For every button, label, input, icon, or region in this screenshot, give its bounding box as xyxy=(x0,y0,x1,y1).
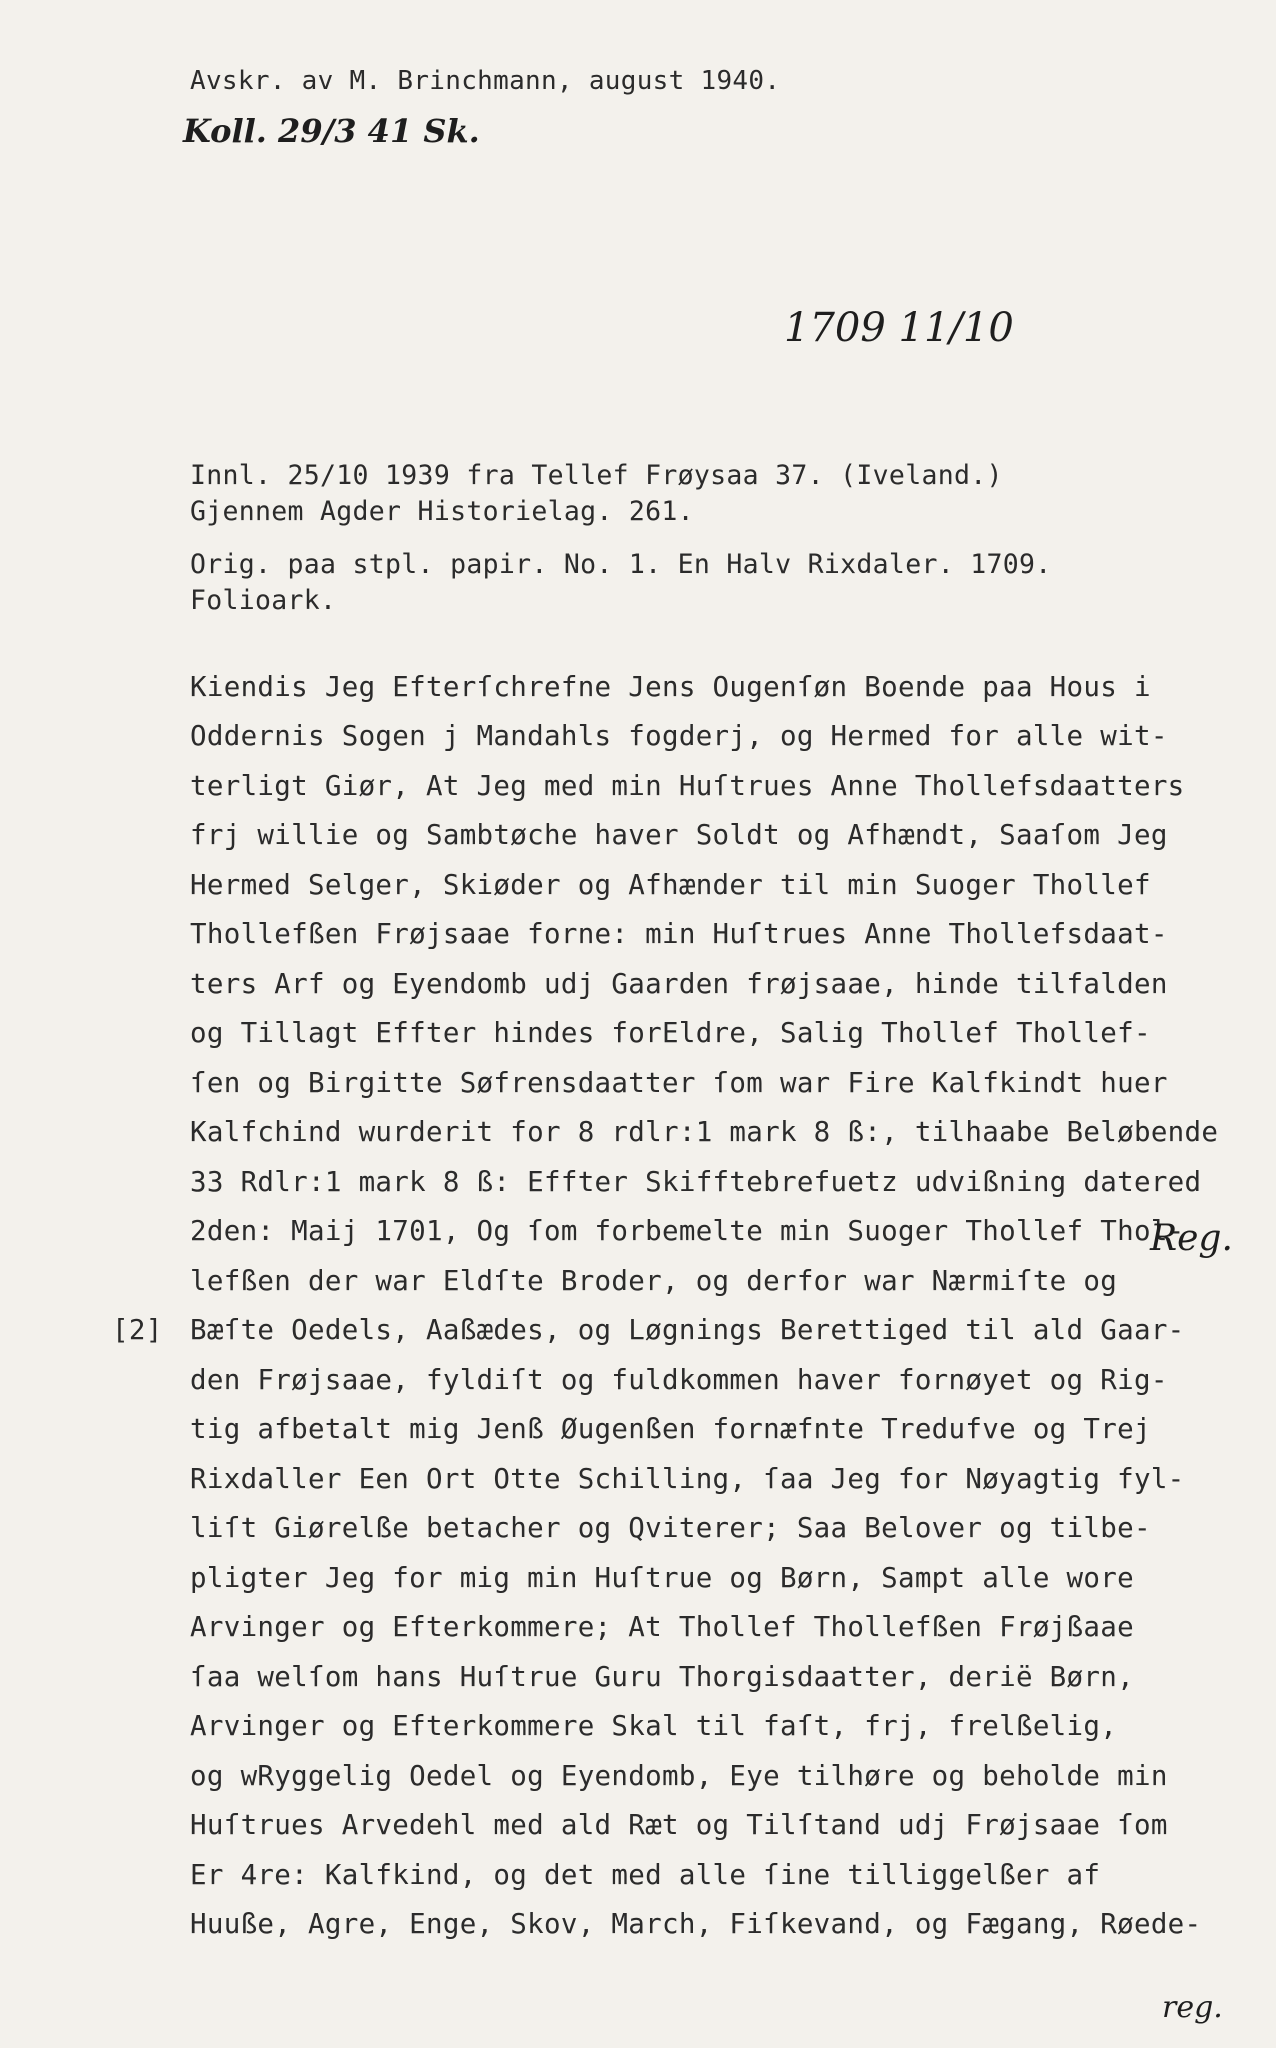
body-line-12: 2den: Maij 1701, Og ſom forbemelte min Suoger Thollef Thol- xyxy=(190,1215,1185,1247)
body-line-8: og Tillagt Effter hindes forEldre, Salig Thollef Thollef- xyxy=(190,1017,1151,1049)
body-line-26: Huuße, Agre, Enge, Skov, March, Fiſkevand, og Fægang, Røede- xyxy=(190,1908,1202,1940)
body-line-2: Oddernis Sogen j Mandahls fogderj, og Hermed for alle wit- xyxy=(190,720,1168,752)
meta-line-2: Gjennem Agder Historielag. 261. xyxy=(190,496,694,527)
body-line-4: frj willie og Sambtøche haver Soldt og Afhændt, Saaſom Jeg xyxy=(190,819,1168,851)
page-marker: [2] xyxy=(112,1314,163,1346)
body-line-23: og wRyggelig Oedel og Eyendomb, Eye tilhøre og beholde min xyxy=(190,1760,1168,1792)
body-line-14: Bæſte Oedels, Aaßædes, og Løgnings Berettiged til ald Gaar- xyxy=(190,1314,1185,1346)
body-line-15: den Frøjsaae, fyldiſt og fuldkommen haver fornøyet og Rig- xyxy=(190,1364,1168,1396)
handwritten-date-note: 1709 11/10 xyxy=(784,305,1014,351)
body-line-13: lefßen der war Eldſte Broder, og derfor war Nærmiſte og xyxy=(190,1265,1118,1297)
body-line-1: Kiendis Jeg Efterſchrefne Jens Ougenſøn Boende paa Hous i xyxy=(190,671,1151,703)
body-line-7: ters Arf og Eyendomb udj Gaarden frøjsaae, hinde tilfalden xyxy=(190,968,1168,1000)
handwritten-collation-note: Koll. 29/3 41 Sk. xyxy=(183,112,480,150)
body-line-18: liſt Giørelße betacher og Qviterer; Saa Belover og tilbe- xyxy=(190,1512,1151,1544)
body-line-3: terligt Giør, At Jeg med min Huſtrues Anne Thollefsdaatters xyxy=(190,770,1185,802)
body-line-16: tig afbetalt mig Jenß Øugenßen fornæfnte Tredufve og Trej xyxy=(190,1413,1151,1445)
meta-line-4: Folioark. xyxy=(190,585,337,616)
body-line-5: Hermed Selger, Skiøder og Afhænder til min Suoger Thollef xyxy=(190,869,1151,901)
body-line-21: ſaa welſom hans Huſtrue Guru Thorgisdaatter, derië Børn, xyxy=(190,1661,1134,1693)
body-line-9: ſen og Birgitte Søfrensdaatter ſom war Fire Kalfkindt huer xyxy=(190,1067,1168,1099)
body-line-20: Arvinger og Efterkommere; At Thollef Thollefßen Frøjßaae xyxy=(190,1611,1134,1643)
body-line-17: Rixdaller Een Ort Otte Schilling, ſaa Jeg for Nøyagtig fyl- xyxy=(190,1463,1185,1495)
transcription-header: Avskr. av M. Brinchmann, august 1940. xyxy=(190,66,781,96)
body-line-25: Er 4re: Kalfkind, og det med alle ſine tilliggelßer af xyxy=(190,1859,1101,1891)
body-line-19: pligter Jeg for mig min Huſtrue og Børn, Sampt alle wore xyxy=(190,1562,1134,1594)
body-line-10: Kalfchind wurderit for 8 rdlr:1 mark 8 ß:, tilhaabe Beløbende xyxy=(190,1116,1219,1148)
meta-line-1: Innl. 25/10 1939 fra Tellef Frøysaa 37. (Iveland.) xyxy=(190,460,1003,491)
meta-line-3: Orig. paa stpl. papir. No. 1. En Halv Rixdaler. 1709. xyxy=(190,549,1052,580)
margin-note-reg-2: reg. xyxy=(1162,1990,1223,2025)
body-line-11: 33 Rdlr:1 mark 8 ß: Effter Skifftebrefuetz udvißning datered xyxy=(190,1166,1202,1198)
margin-note-reg-1: Reg. xyxy=(1150,1218,1233,1259)
body-line-22: Arvinger og Efterkommere Skal til faſt, frj, frelßelig, xyxy=(190,1710,1118,1742)
body-line-6: Thollefßen Frøjsaae forne: min Huſtrues Anne Thollefsdaat- xyxy=(190,918,1168,950)
body-line-24: Huſtrues Arvedehl med ald Ræt og Tilſtand udj Frøjsaae ſom xyxy=(190,1809,1168,1841)
